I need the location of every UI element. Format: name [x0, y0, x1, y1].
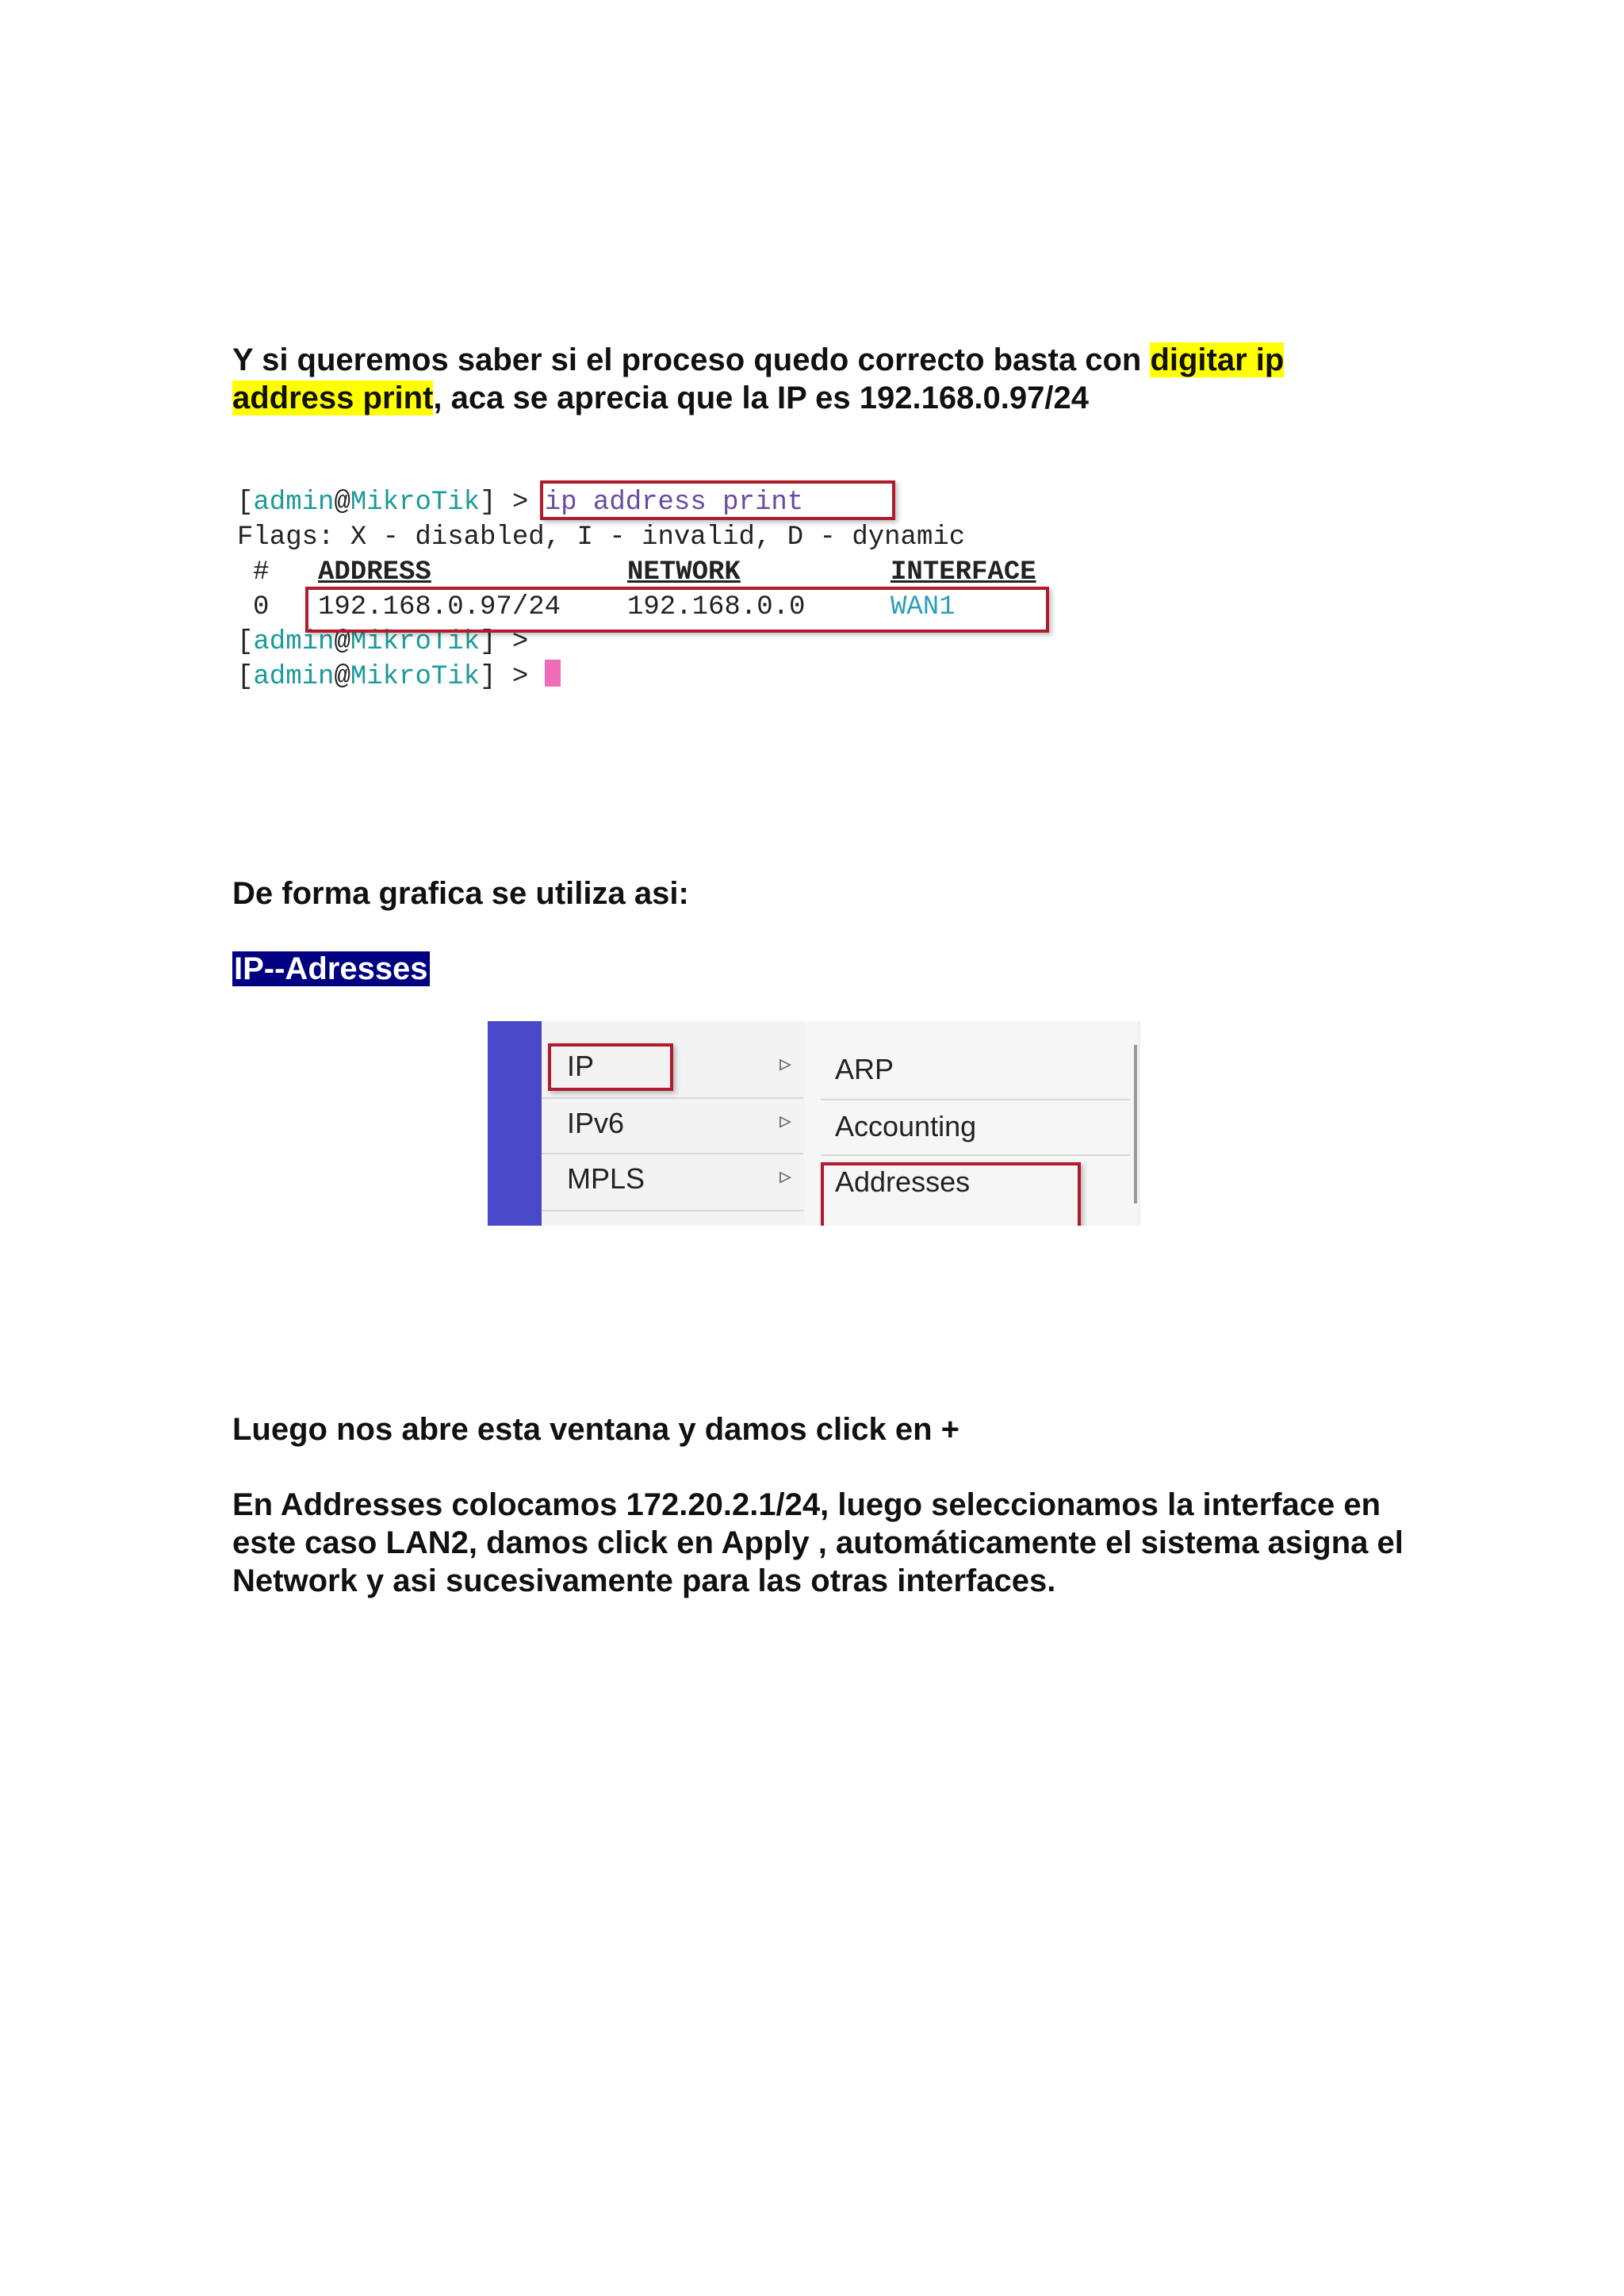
command-callout-box [540, 480, 895, 520]
menu-separator [542, 1097, 803, 1099]
menu-screenshot [488, 1021, 1140, 1226]
menu-separator [542, 1210, 803, 1211]
submenu-separator [821, 1099, 1130, 1100]
terminal-row-interface: WAN1 [891, 592, 956, 622]
terminal-row-network: 192.168.0.0 [627, 592, 806, 622]
submenu-item-arp[interactable]: ARP [835, 1053, 894, 1085]
graphic-intro-text: De forma grafica se utiliza asi: [232, 876, 689, 911]
terminal-command: ip address print [544, 488, 804, 518]
sidebar-accent-strip [488, 1021, 542, 1226]
submenu-arrow-icon: ▹ [779, 1050, 792, 1077]
terminal-header-address: ADDRESS [318, 557, 431, 587]
command-highlight: digitar ip address print [232, 342, 1285, 415]
terminal-row-address: 192.168.0.97/24 [318, 592, 561, 622]
menu-item-mpls[interactable]: MPLS [567, 1162, 645, 1195]
terminal-prompt-line-cursor: [admin@MikroTik] > [237, 660, 561, 695]
submenu-arrow-icon: ▹ [779, 1108, 792, 1134]
terminal-header-network: NETWORK [627, 557, 741, 587]
terminal-cursor [545, 660, 561, 687]
submenu-arrow-icon: ▹ [779, 1163, 792, 1189]
terminal-command-line: [admin@MikroTik] > ip address print [237, 488, 804, 518]
addresses-callout-box [821, 1162, 1081, 1226]
menu-separator [542, 1153, 803, 1154]
terminal-flags-line: Flags: X - disabled, I - invalid, D - dynamic [237, 522, 966, 553]
menu-item-ip[interactable]: IP [567, 1050, 595, 1082]
terminal-prompt-line: [admin@MikroTik] > [237, 627, 545, 657]
addresses-instruction-text: En Addresses colocamos 172.20.2.1/24, luego seleccionamos la interface en este caso LAN2, damos click en Apply , automáticamente el sistema asigna el Network y asi sucesivamente para las otras interfaces. [232, 1487, 1404, 1598]
menu-path-label [232, 950, 1406, 988]
window-edge [1134, 1045, 1137, 1203]
terminal-header-num: # [253, 557, 270, 587]
terminal-header-interface: INTERFACE [891, 557, 1036, 587]
intro-text-after: , aca se aprecia que la IP es 192.168.0.97/24 [433, 381, 1089, 415]
submenu-item-addresses[interactable]: Addresses [835, 1165, 971, 1198]
menu-item-ipv6[interactable]: IPv6 [567, 1107, 625, 1139]
intro-paragraph [232, 341, 1406, 417]
terminal-screenshot [232, 485, 1065, 858]
menu-path-highlight: IP--Adresses [234, 951, 428, 986]
row-callout-box [305, 587, 1049, 633]
intro-text-before: Y si queremos saber si el proceso quedo correcto basta con [232, 342, 1151, 377]
submenu-separator [821, 1154, 1130, 1156]
submenu-item-accounting[interactable]: Accounting [835, 1110, 977, 1142]
terminal-row-num: 0 [253, 592, 270, 622]
ip-callout-box [548, 1043, 673, 1091]
window-instruction-text: Luego nos abre esta ventana y damos click en + [232, 1412, 960, 1447]
